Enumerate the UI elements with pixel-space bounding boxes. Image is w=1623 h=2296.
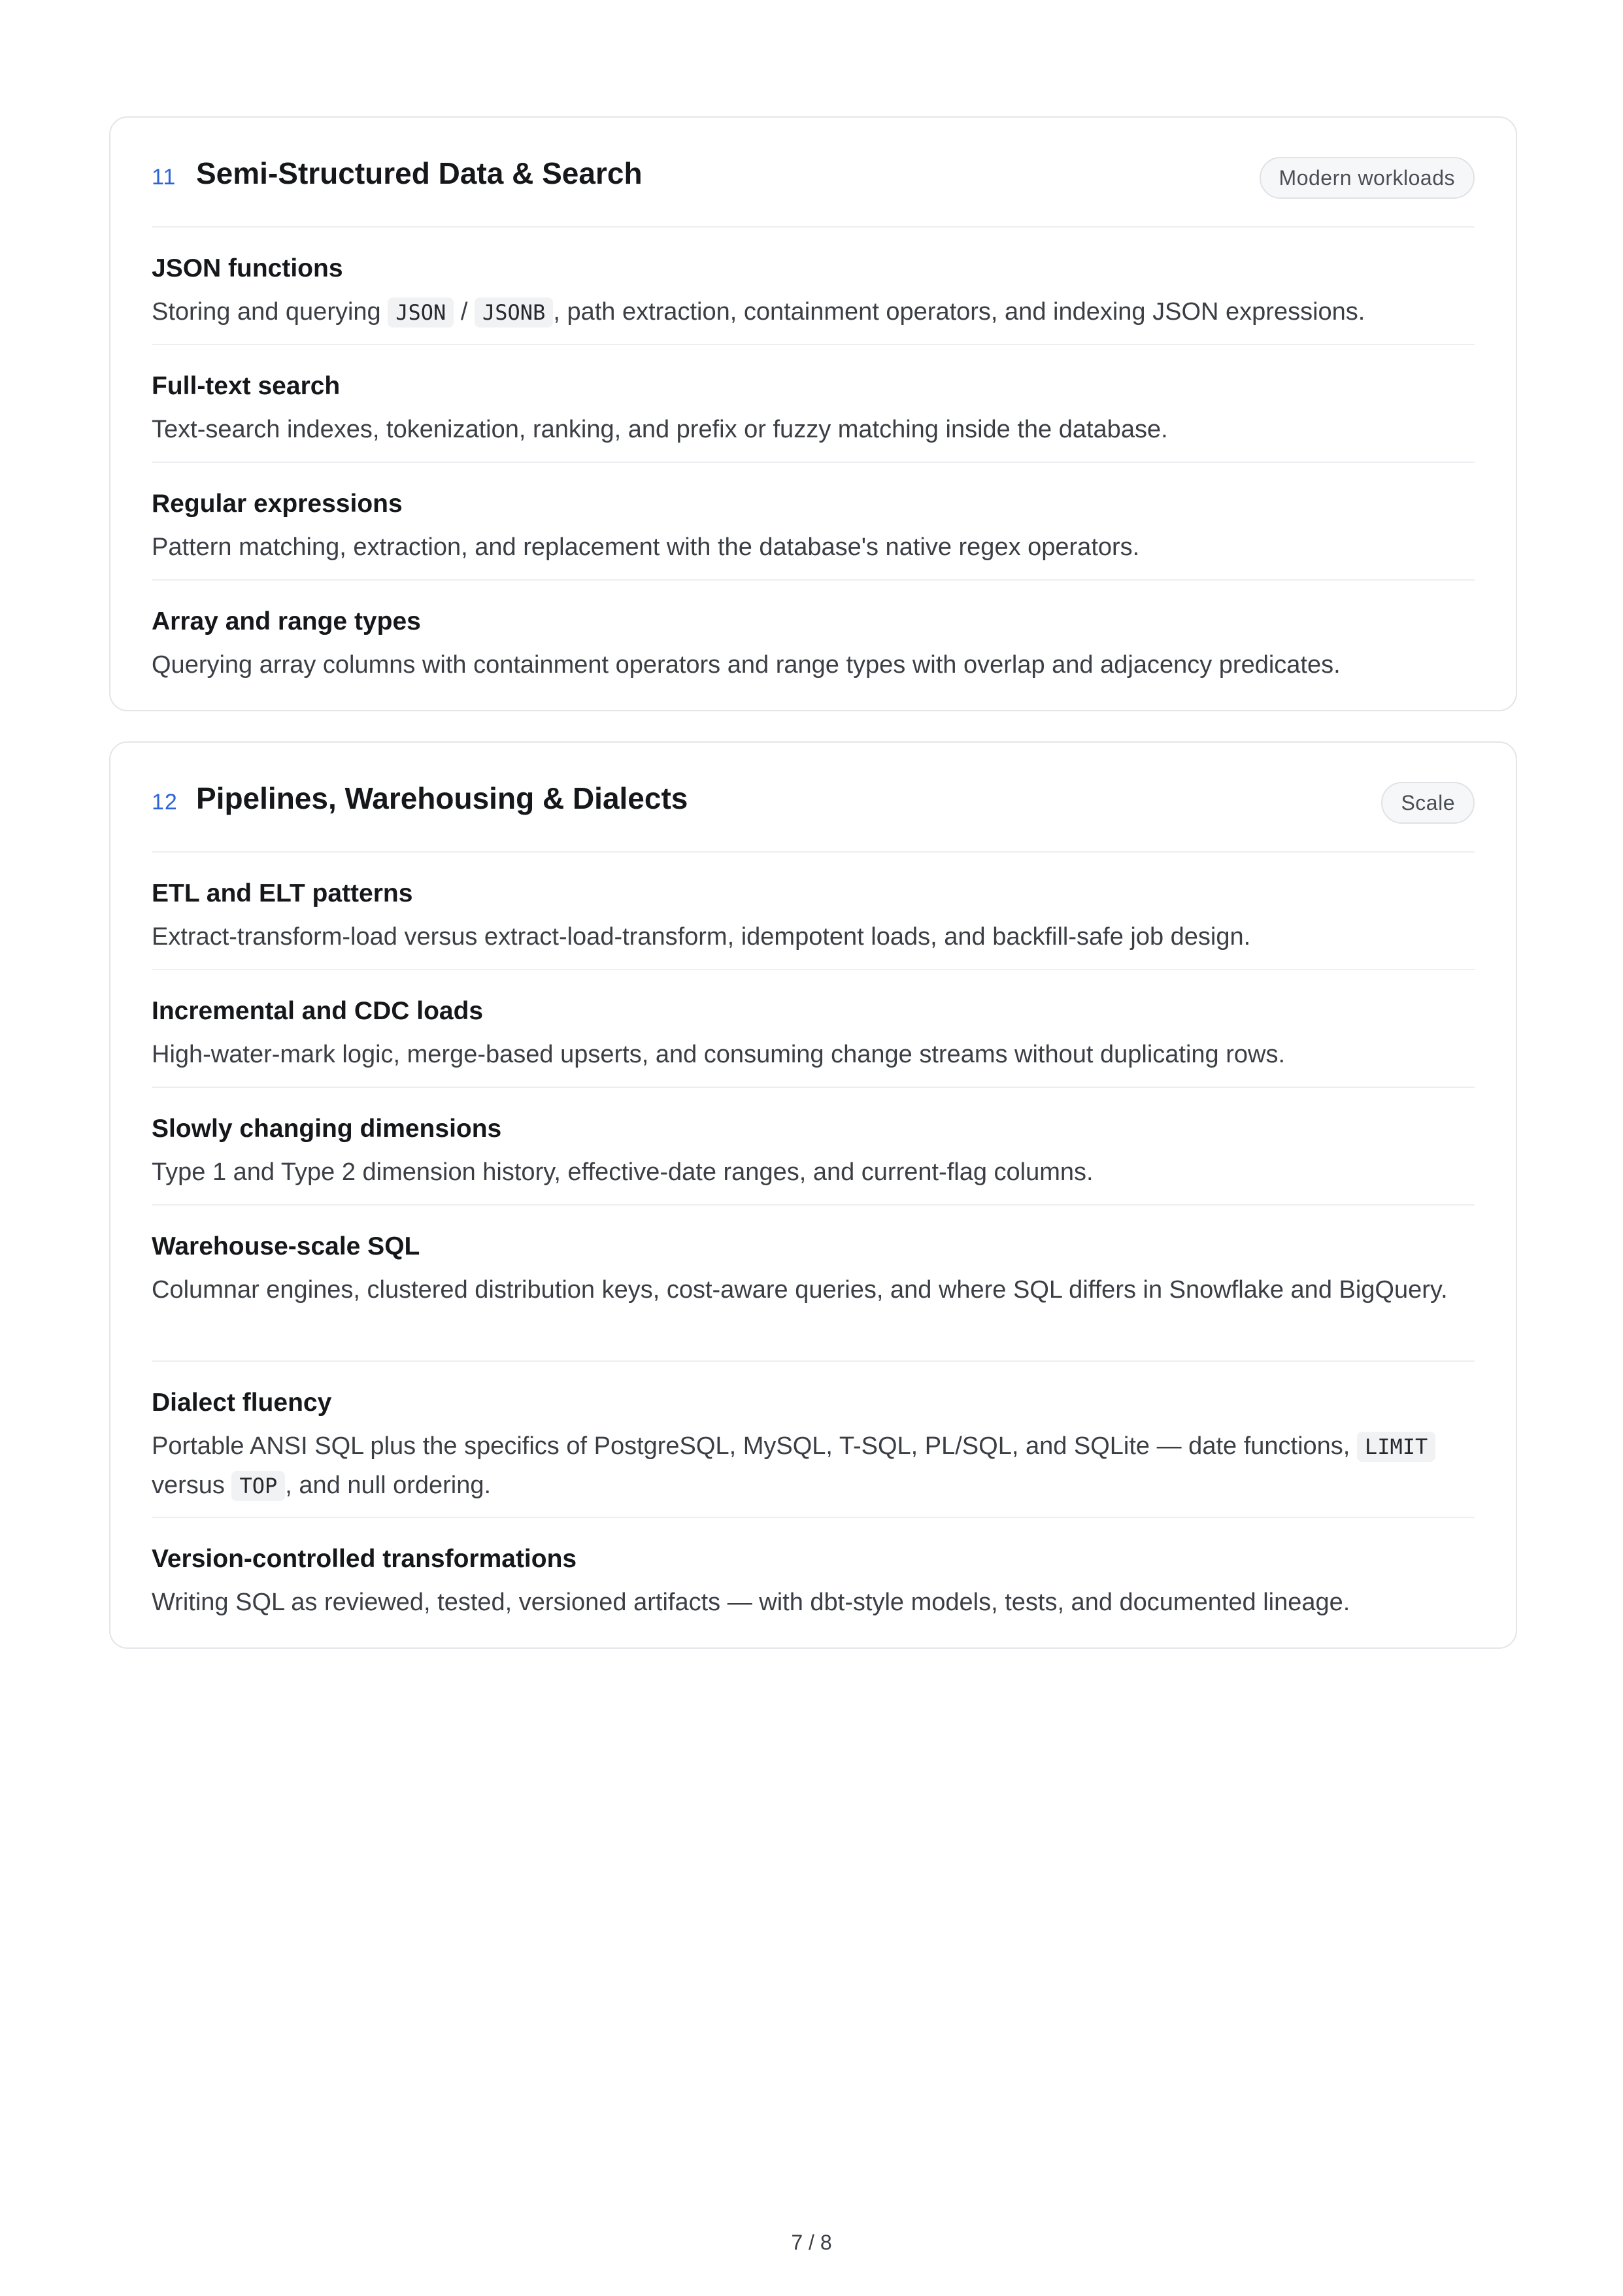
topic-title: Version-controlled transformations — [152, 1545, 577, 1573]
topic-item-slowly-changing-dimensions — [152, 1088, 1475, 1206]
topic-item-incremental-cdc — [152, 970, 1475, 1088]
topic-title: Array and range types — [152, 607, 421, 635]
topic-item-json-functions — [152, 228, 1475, 345]
desc-text: / — [454, 298, 475, 326]
topic-title: Slowly changing dimensions — [152, 1115, 502, 1143]
topic-description — [152, 1427, 1475, 1506]
topic-description: Extract-transform-load versus extract-load-transform, idempotent loads, and backfill-safe job design. — [152, 923, 1251, 951]
desc-text: versus — [152, 1472, 232, 1499]
topic-item-version-controlled — [152, 1518, 1475, 1636]
topic-title: Full-text search — [152, 372, 341, 400]
topic-title: Regular expressions — [152, 490, 403, 518]
topic-item-full-text-search — [152, 345, 1475, 463]
topic-title: Dialect fluency — [152, 1389, 332, 1417]
topic-description: Columnar engines, clustered distribution keys, cost-aware queries, and where SQL differs in Snowflake and BigQuery. — [152, 1276, 1448, 1304]
desc-text: , path extraction, containment operators, and indexing JSON expressions. — [553, 298, 1365, 326]
page-number: 7 / 8 — [791, 2231, 832, 2254]
section-title: Semi-Structured Data & Search — [196, 156, 643, 190]
section-header — [152, 743, 1475, 853]
topic-description: Text-search indexes, tokenization, ranking, and prefix or fuzzy matching inside the database. — [152, 416, 1168, 443]
desc-text: , and null ordering. — [285, 1472, 492, 1499]
section-badge: Modern workloads — [1260, 157, 1475, 199]
topic-description: Writing SQL as reviewed, tested, versioned artifacts — with dbt-style models, tests, and documented lineage. — [152, 1589, 1350, 1616]
topic-title: Incremental and CDC loads — [152, 997, 484, 1025]
inline-code: JSONB — [475, 297, 553, 328]
desc-text: Portable ANSI SQL plus the specifics of PostgreSQL, MySQL, T-SQL, PL/SQL, and SQLite — date functions, — [152, 1432, 1357, 1460]
section-badge: Scale — [1381, 782, 1475, 824]
section-card-pipelines — [109, 741, 1517, 1649]
topic-description: Pattern matching, extraction, and replacement with the database's native regex operators. — [152, 533, 1140, 561]
inline-code: JSON — [388, 297, 454, 328]
section-number: 11 — [152, 165, 176, 190]
topic-title: Warehouse-scale SQL — [152, 1232, 420, 1260]
topic-description: Querying array columns with containment operators and range types with overlap and adjacency predicates. — [152, 651, 1341, 679]
topic-title: ETL and ELT patterns — [152, 879, 413, 907]
topic-description: Type 1 and Type 2 dimension history, effective-date ranges, and current-flag columns. — [152, 1158, 1094, 1186]
topic-item-warehouse-scale-sql — [152, 1206, 1475, 1362]
section-title: Pipelines, Warehousing & Dialects — [196, 781, 688, 815]
section-card-semi-structured — [109, 116, 1517, 711]
topic-item-regular-expressions — [152, 463, 1475, 581]
topic-description: High-water-mark logic, merge-based upserts, and consuming change streams without duplicating rows. — [152, 1041, 1286, 1068]
topic-item-etl-elt — [152, 853, 1475, 970]
inline-code: LIMIT — [1357, 1432, 1435, 1462]
topic-description — [152, 293, 1475, 332]
section-number: 12 — [152, 790, 178, 815]
topic-title: JSON functions — [152, 254, 343, 282]
inline-code: TOP — [231, 1471, 285, 1501]
topic-item-dialect-fluency — [152, 1362, 1475, 1518]
topic-item-array-range-types — [152, 581, 1475, 698]
section-header — [152, 118, 1475, 228]
desc-text: Storing and querying — [152, 298, 388, 326]
